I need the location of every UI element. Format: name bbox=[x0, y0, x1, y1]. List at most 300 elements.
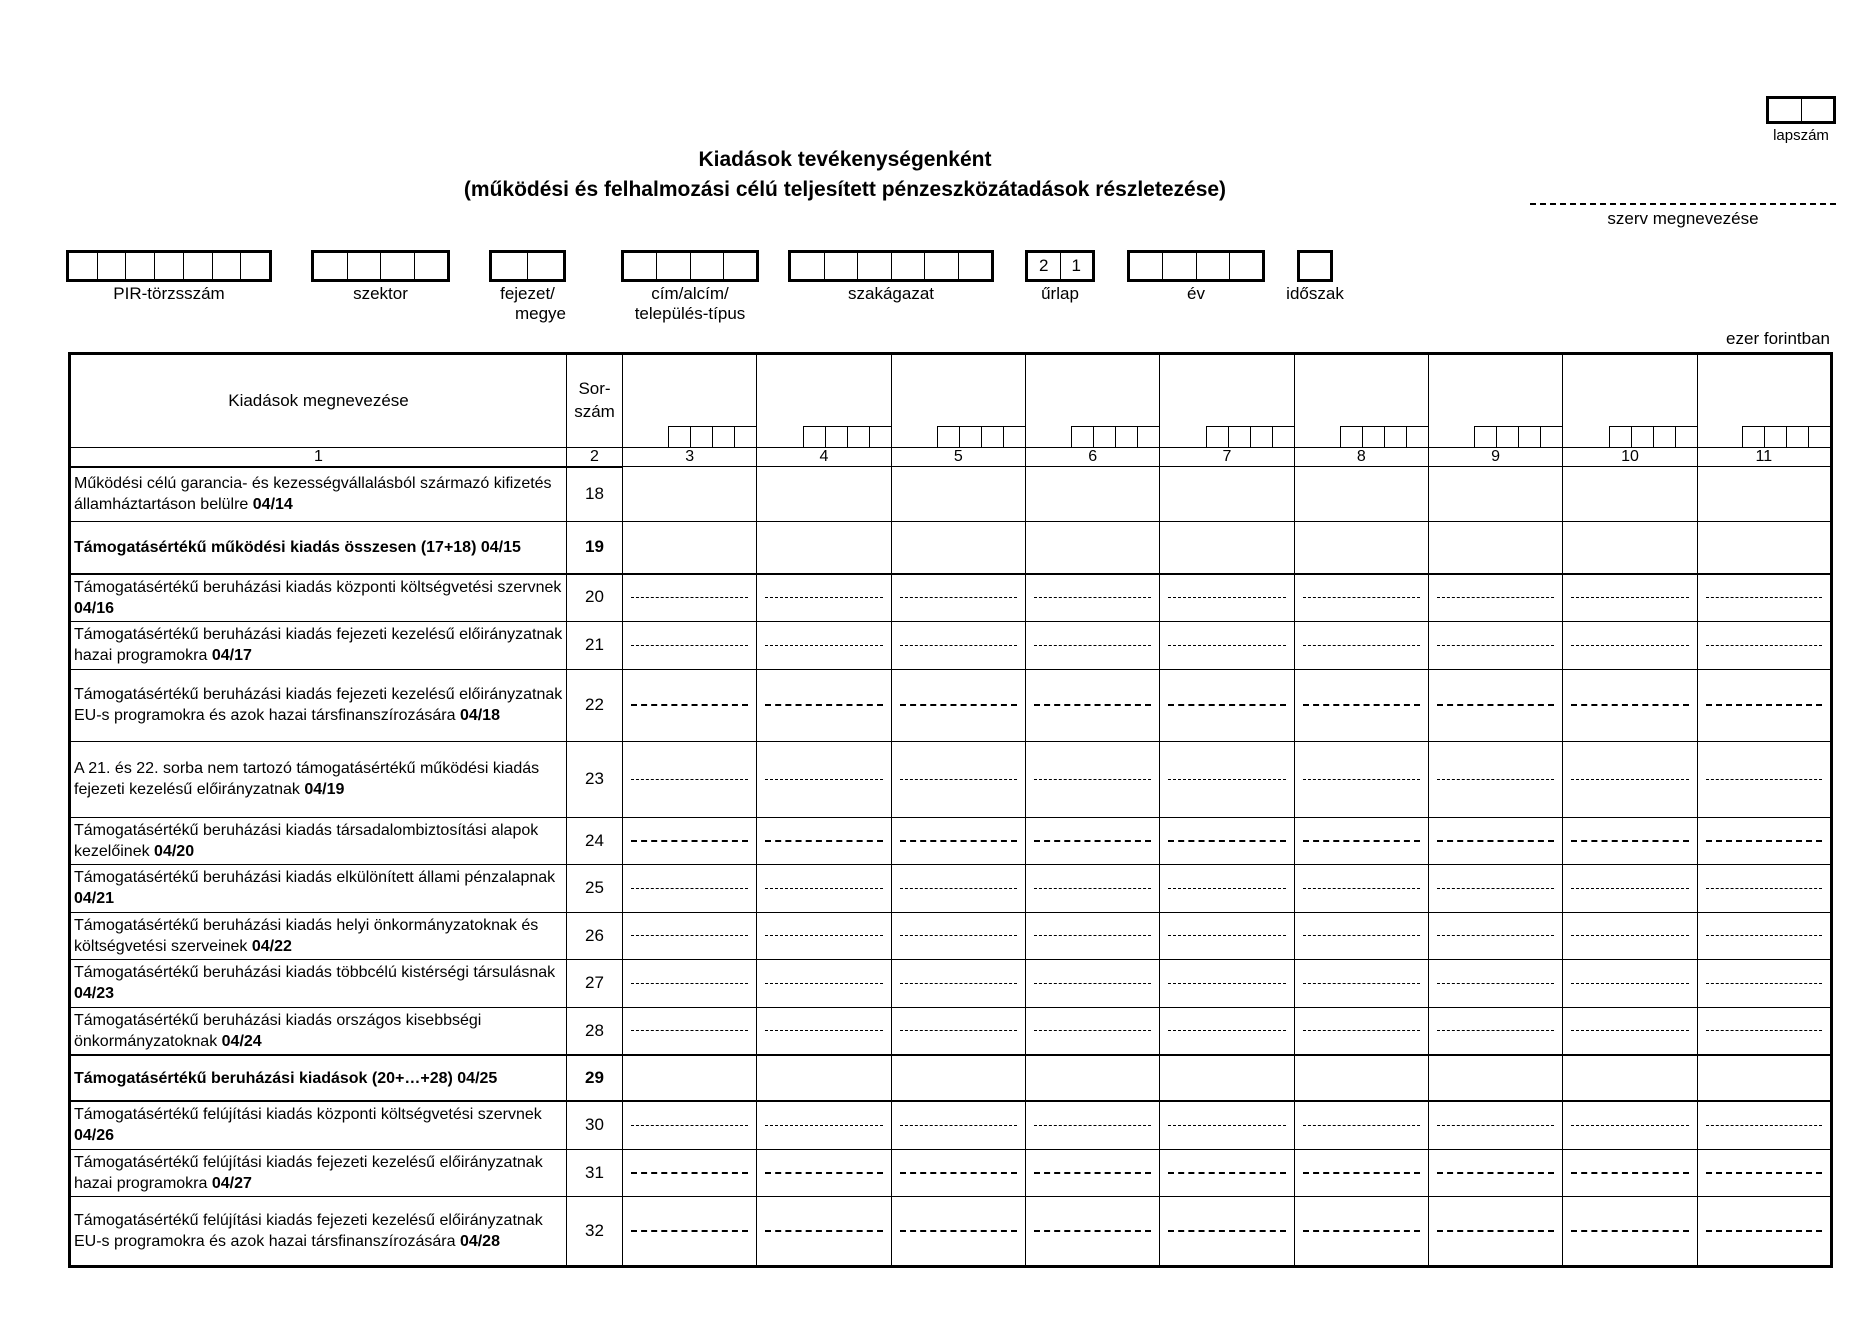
dash-placeholder bbox=[900, 1125, 1017, 1126]
value-cell bbox=[1160, 1007, 1294, 1055]
header-sorszam: Sor- szám bbox=[567, 354, 623, 448]
value-cell bbox=[1294, 1197, 1428, 1267]
column-code-boxes[interactable] bbox=[1340, 426, 1428, 447]
dash-placeholder bbox=[1571, 1172, 1688, 1174]
value-cell bbox=[1025, 1149, 1159, 1197]
value-cell[interactable] bbox=[1563, 522, 1697, 574]
row-code: 04/15 bbox=[480, 538, 521, 556]
dash-placeholder bbox=[1034, 779, 1151, 780]
row-label: Támogatásértékű beruházási kiadás helyi önkormányzatoknak és költségvetési szerveinek 04/22 bbox=[70, 912, 567, 960]
value-cell[interactable] bbox=[891, 1055, 1025, 1101]
dash-placeholder bbox=[1168, 1230, 1285, 1232]
value-cell[interactable] bbox=[1294, 522, 1428, 574]
dash-placeholder bbox=[1571, 983, 1688, 984]
dash-placeholder bbox=[765, 645, 882, 646]
value-cell bbox=[1428, 1007, 1562, 1055]
dash-placeholder bbox=[1034, 983, 1151, 984]
row-label: Támogatásértékű működési kiadás összesen (17+18) 04/15 bbox=[70, 522, 567, 574]
dash-placeholder bbox=[1437, 840, 1554, 842]
dash-placeholder bbox=[1571, 1030, 1688, 1031]
pir-boxes[interactable] bbox=[66, 250, 272, 282]
column-number: 11 bbox=[1697, 448, 1831, 467]
dash-placeholder bbox=[631, 1172, 748, 1174]
dash-placeholder bbox=[765, 1030, 882, 1031]
dash-placeholder bbox=[1706, 888, 1822, 889]
dash-placeholder bbox=[1571, 779, 1688, 780]
row-number: 18 bbox=[567, 467, 623, 522]
dash-placeholder bbox=[1571, 1125, 1688, 1126]
dash-placeholder bbox=[1706, 840, 1822, 842]
value-cell bbox=[1294, 865, 1428, 913]
urlap-label: űrlap bbox=[1041, 284, 1079, 303]
dash-placeholder bbox=[765, 935, 882, 936]
dash-placeholder bbox=[1303, 645, 1420, 646]
value-cell bbox=[1563, 1007, 1697, 1055]
value-cell[interactable] bbox=[1025, 522, 1159, 574]
value-cell bbox=[1025, 622, 1159, 670]
value-cell bbox=[1697, 741, 1831, 817]
column-number: 5 bbox=[891, 448, 1025, 467]
dash-placeholder bbox=[1706, 983, 1822, 984]
value-cell bbox=[1563, 669, 1697, 741]
table-row bbox=[70, 1197, 1832, 1267]
row-label: Támogatásértékű felújítási kiadás fejezeti kezelésű előirányzatnak EU-s programokra és azok hazai társfinanszírozására 04/28 bbox=[70, 1197, 567, 1267]
column-code-boxes[interactable] bbox=[1206, 426, 1294, 447]
column-code-boxes[interactable] bbox=[937, 426, 1025, 447]
column-code-boxes[interactable] bbox=[1474, 426, 1562, 447]
value-cell bbox=[1428, 912, 1562, 960]
urlap-digit-2: 1 bbox=[1071, 256, 1081, 275]
dash-placeholder bbox=[900, 840, 1017, 842]
value-cell bbox=[1563, 960, 1697, 1008]
value-cell bbox=[1160, 960, 1294, 1008]
header-col-10[interactable] bbox=[1563, 354, 1697, 448]
dash-placeholder bbox=[765, 704, 882, 706]
value-cell bbox=[1160, 1197, 1294, 1267]
value-cell[interactable] bbox=[1428, 467, 1562, 522]
value-cell bbox=[757, 1149, 891, 1197]
column-code-boxes[interactable] bbox=[1742, 426, 1830, 447]
dash-placeholder bbox=[631, 840, 748, 842]
dash-placeholder bbox=[1034, 645, 1151, 646]
table-row bbox=[70, 912, 1832, 960]
value-cell bbox=[891, 1101, 1025, 1149]
column-number: 10 bbox=[1563, 448, 1697, 467]
value-cell bbox=[1160, 669, 1294, 741]
value-cell[interactable] bbox=[1025, 467, 1159, 522]
value-cell[interactable] bbox=[1697, 1055, 1831, 1101]
value-cell bbox=[891, 1149, 1025, 1197]
value-cell bbox=[1294, 741, 1428, 817]
value-cell bbox=[1294, 669, 1428, 741]
dash-placeholder bbox=[1706, 779, 1822, 780]
table-row bbox=[70, 865, 1832, 913]
row-code: 04/18 bbox=[459, 707, 500, 725]
dash-placeholder bbox=[765, 888, 882, 889]
dash-placeholder bbox=[1303, 1230, 1420, 1232]
column-code-boxes[interactable] bbox=[668, 426, 756, 447]
fejezet-boxes[interactable] bbox=[489, 250, 566, 282]
dash-placeholder bbox=[1437, 779, 1554, 780]
row-number: 32 bbox=[567, 1197, 623, 1267]
dash-placeholder bbox=[1034, 1172, 1151, 1174]
row-number: 22 bbox=[567, 669, 623, 741]
value-cell[interactable] bbox=[1160, 1055, 1294, 1101]
cim-boxes[interactable] bbox=[621, 250, 759, 282]
lapszam-digit-2[interactable] bbox=[1802, 99, 1834, 121]
value-cell bbox=[1294, 1101, 1428, 1149]
row-label: Támogatásértékű beruházási kiadás elkülönített állami pénzalapnak 04/21 bbox=[70, 865, 567, 913]
dash-placeholder bbox=[1168, 597, 1285, 598]
dash-placeholder bbox=[1706, 1230, 1822, 1232]
row-code: 04/25 bbox=[457, 1069, 498, 1087]
value-cell bbox=[1697, 574, 1831, 622]
row-label: Támogatásértékű beruházási kiadások (20+…+28) 04/25 bbox=[70, 1055, 567, 1101]
dash-placeholder bbox=[1303, 1172, 1420, 1174]
value-cell bbox=[623, 912, 757, 960]
header-col-6[interactable] bbox=[1025, 354, 1159, 448]
value-cell[interactable] bbox=[1160, 522, 1294, 574]
dash-placeholder bbox=[631, 704, 748, 706]
row-code: 04/22 bbox=[251, 937, 292, 955]
value-cell bbox=[623, 817, 757, 865]
dash-placeholder bbox=[1706, 645, 1822, 646]
row-label: Működési célú garancia- és kezességvállalásból származó kifizetés államháztartáson belülre 04/14 bbox=[70, 467, 567, 522]
value-cell bbox=[1160, 574, 1294, 622]
value-cell bbox=[1697, 960, 1831, 1008]
value-cell bbox=[1428, 574, 1562, 622]
value-cell bbox=[891, 574, 1025, 622]
column-code-boxes[interactable] bbox=[803, 426, 891, 447]
value-cell bbox=[1428, 1197, 1562, 1267]
value-cell bbox=[891, 741, 1025, 817]
value-cell bbox=[1428, 1101, 1562, 1149]
value-cell bbox=[1697, 1149, 1831, 1197]
value-cell[interactable] bbox=[623, 1055, 757, 1101]
value-cell bbox=[1025, 574, 1159, 622]
value-cell bbox=[1025, 865, 1159, 913]
value-cell bbox=[1294, 912, 1428, 960]
table-row bbox=[70, 574, 1832, 622]
row-number: 23 bbox=[567, 741, 623, 817]
dash-placeholder bbox=[1437, 1172, 1554, 1174]
dash-placeholder bbox=[631, 935, 748, 936]
dash-placeholder bbox=[765, 1172, 882, 1174]
dash-placeholder bbox=[1034, 840, 1151, 842]
value-cell bbox=[1025, 960, 1159, 1008]
dash-placeholder bbox=[765, 779, 882, 780]
value-cell bbox=[1025, 741, 1159, 817]
value-cell bbox=[757, 741, 891, 817]
dash-placeholder bbox=[1571, 645, 1688, 646]
value-cell bbox=[891, 960, 1025, 1008]
szektor-boxes[interactable] bbox=[311, 250, 450, 282]
value-cell[interactable] bbox=[757, 522, 891, 574]
lapszam-digit-1[interactable] bbox=[1769, 99, 1802, 121]
value-cell bbox=[757, 622, 891, 670]
row-code: 04/20 bbox=[154, 842, 195, 860]
dash-placeholder bbox=[1437, 704, 1554, 706]
urlap-boxes bbox=[1025, 250, 1095, 282]
row-number: 19 bbox=[567, 522, 623, 574]
dash-placeholder bbox=[1706, 1172, 1822, 1174]
header-name: Kiadások megnevezése bbox=[70, 354, 567, 448]
column-number: 9 bbox=[1428, 448, 1562, 467]
dash-placeholder bbox=[631, 888, 748, 889]
dash-placeholder bbox=[900, 645, 1017, 646]
value-cell bbox=[891, 1197, 1025, 1267]
column-code-boxes[interactable] bbox=[1609, 426, 1697, 447]
dash-placeholder bbox=[1303, 840, 1420, 842]
header-col-3[interactable] bbox=[623, 354, 757, 448]
value-cell bbox=[891, 669, 1025, 741]
urlap-digit-1: 2 bbox=[1028, 253, 1061, 279]
dash-placeholder bbox=[1168, 983, 1285, 984]
value-cell[interactable] bbox=[757, 1055, 891, 1101]
ev-boxes[interactable] bbox=[1127, 250, 1265, 282]
value-cell bbox=[1428, 669, 1562, 741]
dash-placeholder bbox=[1168, 704, 1285, 706]
ev-label: év bbox=[1187, 284, 1205, 303]
dash-placeholder bbox=[1168, 645, 1285, 646]
dash-placeholder bbox=[900, 983, 1017, 984]
value-cell bbox=[757, 960, 891, 1008]
value-cell bbox=[757, 574, 891, 622]
value-cell bbox=[891, 912, 1025, 960]
szakagazat-label: szakágazat bbox=[848, 284, 934, 303]
value-cell bbox=[891, 1007, 1025, 1055]
dash-placeholder bbox=[1437, 645, 1554, 646]
lapszam-label: lapszám bbox=[1773, 127, 1829, 144]
row-code: 04/27 bbox=[211, 1175, 252, 1193]
value-cell bbox=[623, 1149, 757, 1197]
value-cell bbox=[1697, 1197, 1831, 1267]
row-code: 04/24 bbox=[221, 1032, 262, 1050]
dash-placeholder bbox=[765, 983, 882, 984]
value-cell[interactable] bbox=[1697, 467, 1831, 522]
column-number: 8 bbox=[1294, 448, 1428, 467]
szerv-label: szerv megnevezése bbox=[1607, 209, 1759, 228]
value-cell[interactable] bbox=[1160, 467, 1294, 522]
dash-placeholder bbox=[1706, 1125, 1822, 1126]
value-cell bbox=[757, 1197, 891, 1267]
dash-placeholder bbox=[900, 1230, 1017, 1232]
value-cell bbox=[757, 817, 891, 865]
row-code: 04/23 bbox=[74, 985, 115, 1003]
dash-placeholder bbox=[1303, 779, 1420, 780]
dash-placeholder bbox=[631, 779, 748, 780]
value-cell bbox=[1563, 1101, 1697, 1149]
row-code: 04/21 bbox=[74, 890, 115, 908]
value-cell bbox=[757, 865, 891, 913]
value-cell[interactable] bbox=[891, 522, 1025, 574]
value-cell[interactable] bbox=[891, 467, 1025, 522]
value-cell bbox=[1697, 865, 1831, 913]
value-cell bbox=[623, 741, 757, 817]
row-number: 20 bbox=[567, 574, 623, 622]
table-row bbox=[70, 522, 1832, 574]
row-label: Támogatásértékű beruházási kiadás társadalombiztosítási alapok kezelőinek 04/20 bbox=[70, 817, 567, 865]
table-row bbox=[70, 669, 1832, 741]
header-col-8[interactable] bbox=[1294, 354, 1428, 448]
value-cell[interactable] bbox=[1025, 1055, 1159, 1101]
value-cell bbox=[757, 669, 891, 741]
row-number: 27 bbox=[567, 960, 623, 1008]
value-cell[interactable] bbox=[1294, 467, 1428, 522]
lapszam-box[interactable] bbox=[1766, 96, 1836, 124]
idoszak-box[interactable] bbox=[1297, 250, 1333, 282]
dash-placeholder bbox=[1168, 1030, 1285, 1031]
dash-placeholder bbox=[1437, 983, 1554, 984]
expense-table bbox=[68, 352, 1833, 1268]
dash-placeholder bbox=[1168, 779, 1285, 780]
dash-placeholder bbox=[900, 888, 1017, 889]
dash-placeholder bbox=[765, 1230, 882, 1232]
value-cell bbox=[1563, 574, 1697, 622]
dash-placeholder bbox=[1437, 935, 1554, 936]
value-cell bbox=[1697, 817, 1831, 865]
value-cell bbox=[757, 912, 891, 960]
value-cell bbox=[623, 960, 757, 1008]
dash-placeholder bbox=[900, 935, 1017, 936]
dash-placeholder bbox=[1571, 888, 1688, 889]
dash-placeholder bbox=[1571, 935, 1688, 936]
dash-placeholder bbox=[1303, 704, 1420, 706]
value-cell bbox=[1428, 1149, 1562, 1197]
value-cell bbox=[1428, 817, 1562, 865]
row-number: 24 bbox=[567, 817, 623, 865]
value-cell bbox=[1025, 669, 1159, 741]
table-row bbox=[70, 960, 1832, 1008]
fejezet-label: fejezet/ megye bbox=[500, 284, 567, 324]
idoszak-label: időszak bbox=[1286, 284, 1344, 303]
row-code: 04/17 bbox=[211, 647, 252, 665]
column-number: 4 bbox=[757, 448, 891, 467]
header-col-7[interactable] bbox=[1160, 354, 1294, 448]
dash-placeholder bbox=[900, 1172, 1017, 1174]
row-code: 04/26 bbox=[74, 1127, 115, 1145]
value-cell bbox=[1025, 912, 1159, 960]
value-cell bbox=[623, 1101, 757, 1149]
column-number: 2 bbox=[567, 448, 623, 467]
value-cell bbox=[623, 574, 757, 622]
column-number: 1 bbox=[70, 448, 567, 467]
value-cell bbox=[1697, 669, 1831, 741]
value-cell[interactable] bbox=[623, 467, 757, 522]
dash-placeholder bbox=[631, 1125, 748, 1126]
value-cell bbox=[1294, 1007, 1428, 1055]
cim-label: cím/alcím/ település-típus bbox=[634, 284, 746, 324]
dash-placeholder bbox=[631, 983, 748, 984]
header-col-4[interactable] bbox=[757, 354, 891, 448]
dash-placeholder bbox=[631, 597, 748, 598]
dash-placeholder bbox=[765, 1125, 882, 1126]
value-cell bbox=[891, 622, 1025, 670]
row-label: Támogatásértékű felújítási kiadás központi költségvetési szervnek 04/26 bbox=[70, 1101, 567, 1149]
value-cell[interactable] bbox=[1428, 1055, 1562, 1101]
value-cell bbox=[1563, 817, 1697, 865]
dash-placeholder bbox=[1034, 1230, 1151, 1232]
value-cell bbox=[1160, 741, 1294, 817]
value-cell bbox=[1025, 817, 1159, 865]
value-cell bbox=[1697, 1101, 1831, 1149]
dash-placeholder bbox=[1437, 1125, 1554, 1126]
dash-placeholder bbox=[900, 597, 1017, 598]
szakagazat-boxes[interactable] bbox=[788, 250, 994, 282]
value-cell bbox=[1160, 622, 1294, 670]
value-cell bbox=[757, 1007, 891, 1055]
value-cell[interactable] bbox=[757, 467, 891, 522]
row-label: Támogatásértékű beruházási kiadás központi költségvetési szervnek 04/16 bbox=[70, 574, 567, 622]
value-cell bbox=[1428, 960, 1562, 1008]
unit-label: ezer forintban bbox=[1726, 329, 1830, 348]
value-cell bbox=[1160, 1149, 1294, 1197]
dash-placeholder bbox=[1571, 597, 1688, 598]
value-cell bbox=[1563, 1197, 1697, 1267]
dash-placeholder bbox=[1706, 1030, 1822, 1031]
dash-placeholder bbox=[1303, 597, 1420, 598]
value-cell bbox=[623, 1197, 757, 1267]
row-label: Támogatásértékű felújítási kiadás fejezeti kezelésű előirányzatnak hazai programokra 04/27 bbox=[70, 1149, 567, 1197]
value-cell bbox=[1428, 622, 1562, 670]
value-cell bbox=[623, 622, 757, 670]
value-cell[interactable] bbox=[1697, 522, 1831, 574]
header-col-5[interactable] bbox=[891, 354, 1025, 448]
dash-placeholder bbox=[1034, 1125, 1151, 1126]
header-col-9[interactable] bbox=[1428, 354, 1562, 448]
table-row bbox=[70, 1101, 1832, 1149]
dash-placeholder bbox=[1571, 1230, 1688, 1232]
value-cell bbox=[1428, 865, 1562, 913]
row-label: Támogatásértékű beruházási kiadás fejezeti kezelésű előirányzatnak hazai programokra 04/17 bbox=[70, 622, 567, 670]
value-cell bbox=[1563, 741, 1697, 817]
value-cell bbox=[1294, 817, 1428, 865]
value-cell bbox=[623, 1007, 757, 1055]
row-number: 21 bbox=[567, 622, 623, 670]
dash-placeholder bbox=[765, 597, 882, 598]
value-cell[interactable] bbox=[1428, 522, 1562, 574]
dash-placeholder bbox=[1706, 935, 1822, 936]
row-number: 29 bbox=[567, 1055, 623, 1101]
header-col-11[interactable] bbox=[1697, 354, 1831, 448]
dash-placeholder bbox=[1437, 597, 1554, 598]
dash-placeholder bbox=[1437, 1030, 1554, 1031]
dash-placeholder bbox=[900, 779, 1017, 780]
value-cell[interactable] bbox=[1294, 1055, 1428, 1101]
row-number: 31 bbox=[567, 1149, 623, 1197]
column-number: 3 bbox=[623, 448, 757, 467]
column-number: 6 bbox=[1025, 448, 1159, 467]
value-cell bbox=[1025, 1007, 1159, 1055]
row-label: A 21. és 22. sorba nem tartozó támogatásértékű működési kiadás fejezeti kezelésű előirányzatnak 04/19 bbox=[70, 741, 567, 817]
dash-placeholder bbox=[765, 840, 882, 842]
szerv-field[interactable] bbox=[1530, 203, 1836, 205]
value-cell[interactable] bbox=[623, 522, 757, 574]
dash-placeholder bbox=[1168, 1172, 1285, 1174]
value-cell bbox=[1563, 912, 1697, 960]
value-cell bbox=[1563, 1149, 1697, 1197]
row-code: 04/19 bbox=[304, 781, 345, 799]
value-cell bbox=[1160, 912, 1294, 960]
value-cell bbox=[1428, 741, 1562, 817]
value-cell[interactable] bbox=[1563, 467, 1697, 522]
value-cell bbox=[1160, 817, 1294, 865]
column-code-boxes[interactable] bbox=[1071, 426, 1159, 447]
row-number: 26 bbox=[567, 912, 623, 960]
value-cell[interactable] bbox=[1563, 1055, 1697, 1101]
value-cell bbox=[1160, 1101, 1294, 1149]
dash-placeholder bbox=[1437, 888, 1554, 889]
